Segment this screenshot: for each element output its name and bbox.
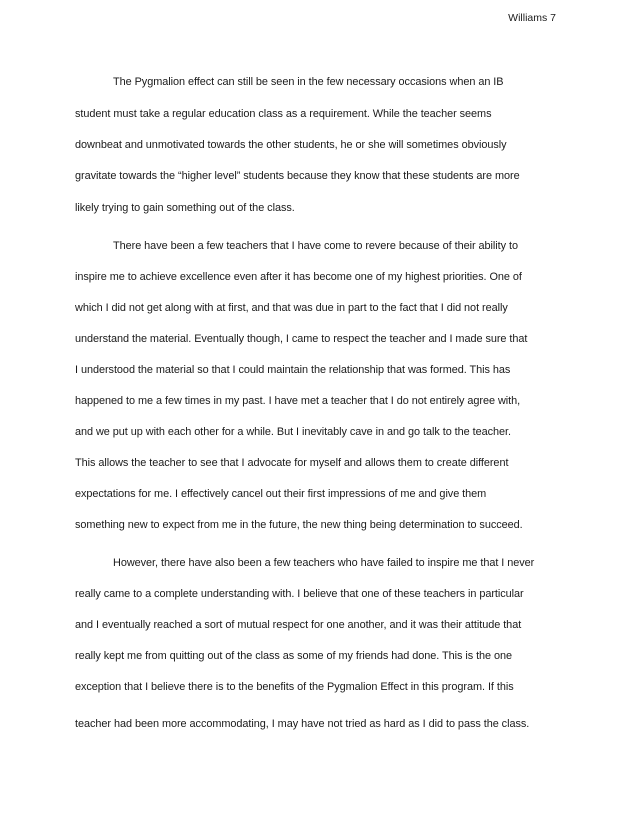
paragraph-1-line-3: downbeat and unmotivated towards the other students, he or she will sometimes obviously [75,139,507,151]
paragraph-3-line-6: teacher had been more accommodating, I may have not tried as hard as I did to pass the class. [75,718,530,730]
paragraph-2-line-9: expectations for me. I effectively cancel out their first impressions of me and give them [75,488,487,500]
paragraph-2-line-8: This allows the teacher to see that I advocate for myself and allows them to create different [75,457,509,469]
paragraph-3-line-2: really came to a complete understanding with. I believe that one of these teachers in particular [75,588,524,600]
paragraph-2-line-4: understand the material. Eventually though, I came to respect the teacher and I made sure that [75,333,528,345]
paragraph-1-line-5: likely trying to gain something out of the class. [75,202,295,214]
paragraph-3-line-5: exception that I believe there is to the benefits of the Pygmalion Effect in this program. If this [75,681,514,693]
paragraph-3-line-1: However, there have also been a few teachers who have failed to inspire me that I never [113,557,535,569]
paragraph-3-line-4: really kept me from quitting out of the class as some of my friends had done. This is the one [75,650,513,662]
paragraph-2-line-2: inspire me to achieve excellence even after it has become one of my highest priorities. One of [75,271,522,283]
paragraph-1-line-1: The Pygmalion effect can still be seen in the few necessary occasions when an IB [113,76,504,88]
paragraph-2-line-7: and we put up with each other for a while. But I inevitably cave in and go talk to the teacher. [75,426,511,438]
paragraph-2-line-10: something new to expect from me in the future, the new thing being determination to succeed. [75,519,523,531]
paragraph-2-line-3: which I did not get along with at first, and that was due in part to the fact that I did not really [75,302,508,314]
paragraph-3-line-3: and I eventually reached a sort of mutual respect for one another, and it was their attitude that [75,619,522,631]
paragraph-2-line-1: There have been a few teachers that I have come to revere because of their ability to [113,240,518,252]
paragraph-1-line-4: gravitate towards the “higher level” students because they know that these students are more [75,170,520,182]
paragraph-2-line-5: I understood the material so that I could maintain the relationship that was formed. This has [75,364,511,376]
paragraph-2-line-6: happened to me a few times in my past. I have met a teacher that I do not entirely agree with, [75,395,521,407]
paragraph-1-line-2: student must take a regular education class as a requirement. While the teacher seems [75,108,492,120]
running-head: Williams 7 [508,12,556,24]
